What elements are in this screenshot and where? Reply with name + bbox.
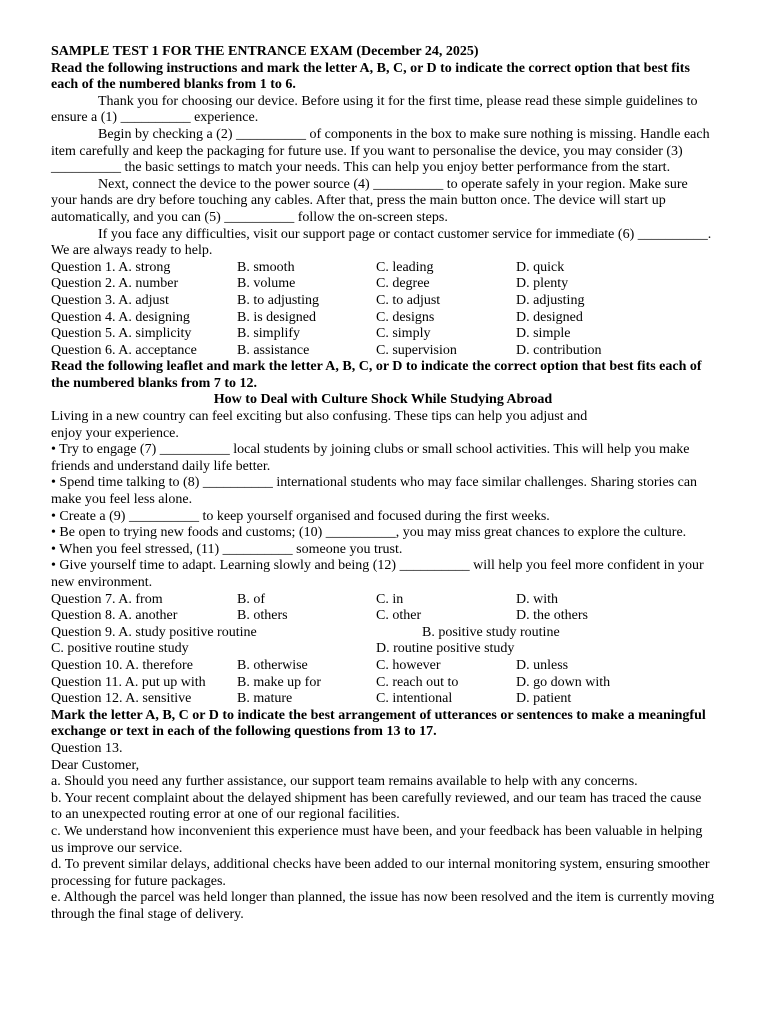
question-row — [51, 592, 715, 609]
option-c: C. to adjust — [376, 292, 441, 308]
paragraph: Begin by checking a (2) __________ of components in the box to make sure nothing is missing. Handle each item carefully and keep the packaging for future use. If you want to personalise the device, you may consider (3) __________ the basic settings to match your needs. This can help you enjoy better performance from the start. — [51, 126, 710, 176]
option-b: B. mature — [237, 691, 293, 707]
arrangement-item: a. Should you need any further assistance, our support team remains available to help with any concerns. — [51, 774, 638, 790]
option-c: C. degree — [376, 276, 430, 292]
option-b: B. is designed — [237, 309, 316, 325]
option-b: B. to adjusting — [237, 292, 320, 308]
option-b: B. smooth — [237, 259, 295, 275]
letter-greeting: Dear Customer, — [51, 757, 140, 773]
section-2-instruction: Read the following leaflet and mark the letter A, B, C, or D to indicate the correct option that best fits each of the numbered blanks from 7 to 12. — [51, 359, 702, 391]
option-a: Question 1. A. strong — [51, 259, 171, 275]
tip-bullet: • Try to engage (7) __________ local students by joining clubs or small school activities. This will help you make friends and understand daily life better. — [51, 442, 690, 474]
leaflet-heading: How to Deal with Culture Shock While Studying Abroad — [213, 392, 553, 408]
question-row — [51, 293, 715, 310]
option-a: Question 11. A. put up with — [51, 674, 206, 690]
option-c: C. supervision — [376, 342, 457, 358]
option-a: Question 2. A. number — [51, 276, 179, 292]
question-row — [51, 625, 715, 642]
tip-bullet: • Be open to trying new foods and customs; (10) __________, you may miss great chances to explore the culture. — [51, 525, 687, 541]
option-b: B. simplify — [237, 326, 301, 342]
arrangement-item: b. Your recent complaint about the delayed shipment has been carefully reviewed, and our team has traced the cause to an unexpected routing error at one of our regional facilities. — [51, 790, 702, 823]
option-c: C. other — [376, 608, 422, 624]
document-content — [51, 44, 715, 923]
option-d: D. patient — [516, 691, 572, 707]
tip-bullet: • Give yourself time to adapt. Learning slowly and being (12) __________ will help you feel more confident in your new environment. — [51, 558, 704, 590]
question-row — [51, 260, 715, 277]
leaflet-intro — [51, 409, 715, 442]
question-row — [51, 310, 715, 327]
option-c: C. designs — [376, 309, 435, 325]
question-row — [51, 641, 715, 658]
option-c: C. positive routine study — [51, 641, 189, 657]
option-a: Question 9. A. study positive routine — [51, 624, 257, 640]
option-c: C. in — [376, 591, 404, 607]
paragraph: Thank you for choosing our device. Before using it for the first time, please read these simple guidelines to ensure a (1) __________ experience. — [51, 93, 698, 126]
test-title: SAMPLE TEST 1 FOR THE ENTRANCE EXAM (December 24, 2025) — [51, 44, 479, 59]
section-1-instruction: Read the following instructions and mark the letter A, B, C, or D to indicate the correct option that best fits each of the numbered blanks from 1 to 6. — [51, 60, 690, 93]
option-b: B. otherwise — [237, 657, 308, 673]
question-row — [51, 658, 715, 675]
option-c: C. simply — [376, 326, 431, 342]
paragraph: If you face any difficulties, visit our support page or contact customer service for immediate (6) __________. We are always ready to help. — [51, 226, 712, 259]
arrangement-item: e. Although the parcel was held longer than planned, the issue has now been resolved and the item is currently moving through the final stage of delivery. — [51, 890, 715, 922]
option-a: Question 3. A. adjust — [51, 292, 169, 308]
option-a: Question 8. A. another — [51, 608, 178, 624]
option-d: D. quick — [516, 259, 565, 275]
option-d: D. adjusting — [516, 292, 585, 308]
option-a: Question 10. A. therefore — [51, 657, 193, 673]
option-a: Question 7. A. from — [51, 591, 163, 607]
intro-line: enjoy your experience. — [51, 425, 179, 441]
option-c: C. intentional — [376, 691, 453, 707]
question-row — [51, 675, 715, 692]
arrangement-item: d. To prevent similar delays, additional checks have been added to our internal monitoring system, ensuring smoother processing for future packages. — [51, 857, 710, 889]
question-row — [51, 276, 715, 293]
option-d: D. with — [516, 591, 558, 607]
option-d: D. contribution — [516, 342, 602, 358]
tip-bullet: • When you feel stressed, (11) __________ someone you trust. — [51, 541, 403, 557]
option-c: C. reach out to — [376, 674, 459, 690]
tip-bullet: • Create a (9) __________ to keep yourself organised and focused during the first weeks. — [51, 508, 550, 524]
arrangement-item: c. We understand how inconvenient this experience must have been, and your feedback has been valuable in helping us improve our service. — [51, 823, 703, 856]
option-b: B. make up for — [237, 674, 321, 690]
option-b: B. of — [237, 591, 265, 607]
option-c: C. however — [376, 657, 441, 673]
option-d: D. unless — [516, 657, 569, 673]
option-b: B. others — [237, 608, 288, 624]
section-3-instruction: Mark the letter A, B, C or D to indicate the best arrangement of utterances or sentences to make a meaningful exchange or text in each of the following questions from 13 to 17. — [51, 707, 706, 740]
option-b: B. assistance — [237, 342, 310, 358]
question-row — [51, 691, 715, 708]
option-d: D. simple — [516, 326, 571, 342]
option-b: B. volume — [237, 276, 296, 292]
option-a: Question 4. A. designing — [51, 309, 190, 325]
option-d: D. plenty — [516, 276, 569, 292]
question-row — [51, 343, 715, 360]
option-d: D. routine positive study — [376, 641, 515, 657]
option-a: Question 12. A. sensitive — [51, 691, 192, 707]
question-row — [51, 326, 715, 343]
question-label: Question 13. — [51, 740, 123, 756]
option-b: B. positive study routine — [422, 624, 560, 640]
option-a: Question 6. A. acceptance — [51, 342, 197, 358]
option-d: D. designed — [516, 309, 583, 325]
option-d: D. go down with — [516, 674, 611, 690]
option-d: D. the others — [516, 608, 588, 624]
question-row — [51, 608, 715, 625]
intro-line: Living in a new country can feel exciting but also confusing. These tips can help you adjust and — [51, 409, 588, 425]
option-c: C. leading — [376, 259, 434, 275]
paragraph: Next, connect the device to the power source (4) __________ to operate safely in your region. Make sure your hands are dry before touching any cables. After that, press the main button once. The device will start up automatically, and you can (5) __________ follow the on-screen steps. — [51, 176, 688, 225]
tip-bullet: • Spend time talking to (8) __________ international students who may face similar challenges. Sharing stories can make you feel less alone. — [51, 475, 698, 508]
option-a: Question 5. A. simplicity — [51, 326, 192, 342]
